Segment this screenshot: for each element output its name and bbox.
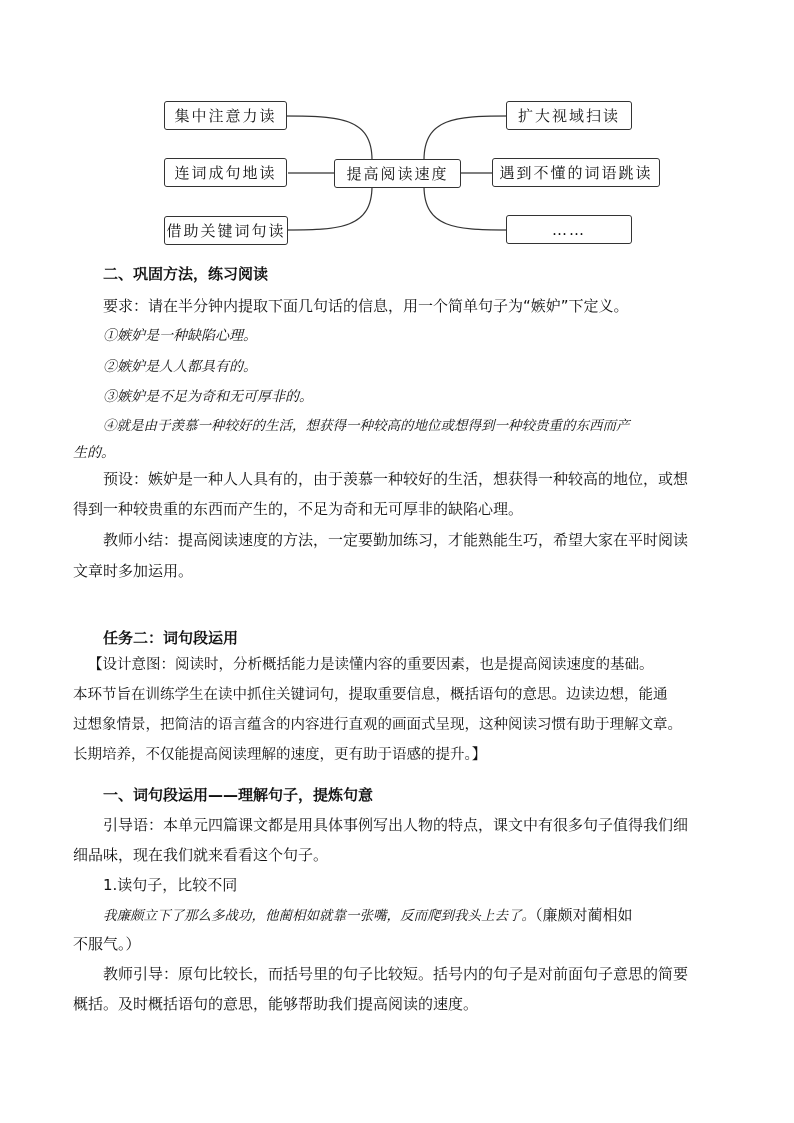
list-item-4-line1: ④就是由于羡慕一种较好的生活，想获得一种较高的地位或想得到一种较贵重的东西而产 [103, 418, 630, 434]
quote-paraphrase-start: （廉颇对蔺相如 [535, 906, 633, 924]
summary-line-2: 文章时多加运用。 [73, 562, 194, 580]
step-1-label: 1.读句子，比较不同 [103, 876, 238, 894]
preset-line-2: 得到一种较贵重的东西而产生的，不足为奇和无可厚非的缺陷心理。 [73, 500, 524, 518]
branch-right-bottom [424, 186, 506, 230]
design-intent-line-3: 过想象情景，把简洁的语言蕴含的内容进行直观的画面式呈现，这种阅读习惯有助于理解文章。 [73, 717, 682, 733]
requirement-text: 要求：请在半分钟内提取下面几句话的信息，用一个简单句子为“嫉妒”下定义。 [103, 297, 629, 315]
guide-line-1: 引导语：本单元四篇课文都是用具体事例写出人物的特点，课文中有很多句子值得我们细 [103, 816, 689, 834]
list-item-4-line2: 生的。 [73, 445, 115, 461]
mindmap-left-node-2: 连词成句地读 [164, 158, 287, 187]
list-item-1: ①嫉妒是一种缺陷心理。 [103, 328, 257, 344]
mindmap-center-node: 提高阅读速度 [334, 159, 461, 188]
teacher-guide-line-1: 教师引导：原句比较长，而括号里的句子比较短。括号内的句子是对前面句子意思的简要 [103, 965, 689, 983]
section2-heading: 二、巩固方法，练习阅读 [103, 265, 269, 283]
list-item-2: ②嫉妒是人人都具有的。 [103, 359, 257, 375]
teacher-guide-line-2: 概括。及时概括语句的意思，能够帮助我们提高阅读的速度。 [73, 995, 479, 1013]
subsection-heading: 一、词句段运用——理解句子，提炼句意 [103, 786, 374, 804]
summary-line-1: 教师小结：提高阅读速度的方法，一定要勤加练习，才能熟能生巧，希望大家在平时阅读 [103, 531, 689, 549]
guide-line-2: 细品味，现在我们就来看看这个句子。 [73, 846, 329, 864]
quote-line-1 [103, 905, 633, 926]
mindmap-right-node-2: 遇到不懂的词语跳读 [492, 158, 660, 187]
branch-left-top [286, 116, 372, 160]
mindmap-left-node-3: 借助关键词句读 [164, 216, 288, 245]
branch-right-top [424, 116, 506, 160]
task2-heading: 任务二：词句段运用 [103, 629, 239, 647]
branch-left-bottom [288, 186, 372, 230]
quote-line-2: 不服气。） [73, 935, 141, 953]
design-intent-line-2: 本环节旨在训练学生在读中抓住关键词句，提取重要信息，概括语句的意思。边读边想，能通 [73, 687, 668, 703]
quote-sentence: 我廉颇立下了那么多战功，他蔺相如就靠一张嘴，反而爬到我头上去了。 [103, 908, 535, 924]
list-item-3: ③嫉妒是不足为奇和无可厚非的。 [103, 389, 313, 405]
design-intent-line-4: 长期培养，不仅能提高阅读理解的速度，更有助于语感的提升。】 [73, 747, 487, 763]
mindmap-left-node-1: 集中注意力读 [164, 101, 287, 130]
mindmap-branches [0, 0, 794, 260]
design-intent-line-1: 【设计意图：阅读时，分析概括能力是读懂内容的重要因素，也是提高阅读速度的基础。 [88, 657, 654, 673]
mindmap-right-node-3: …… [506, 215, 632, 244]
preset-line-1: 预设：嫉妒是一种人人具有的，由于羡慕一种较好的生活，想获得一种较高的地位，或想 [103, 470, 689, 488]
mindmap-right-node-1: 扩大视域扫读 [506, 101, 632, 130]
